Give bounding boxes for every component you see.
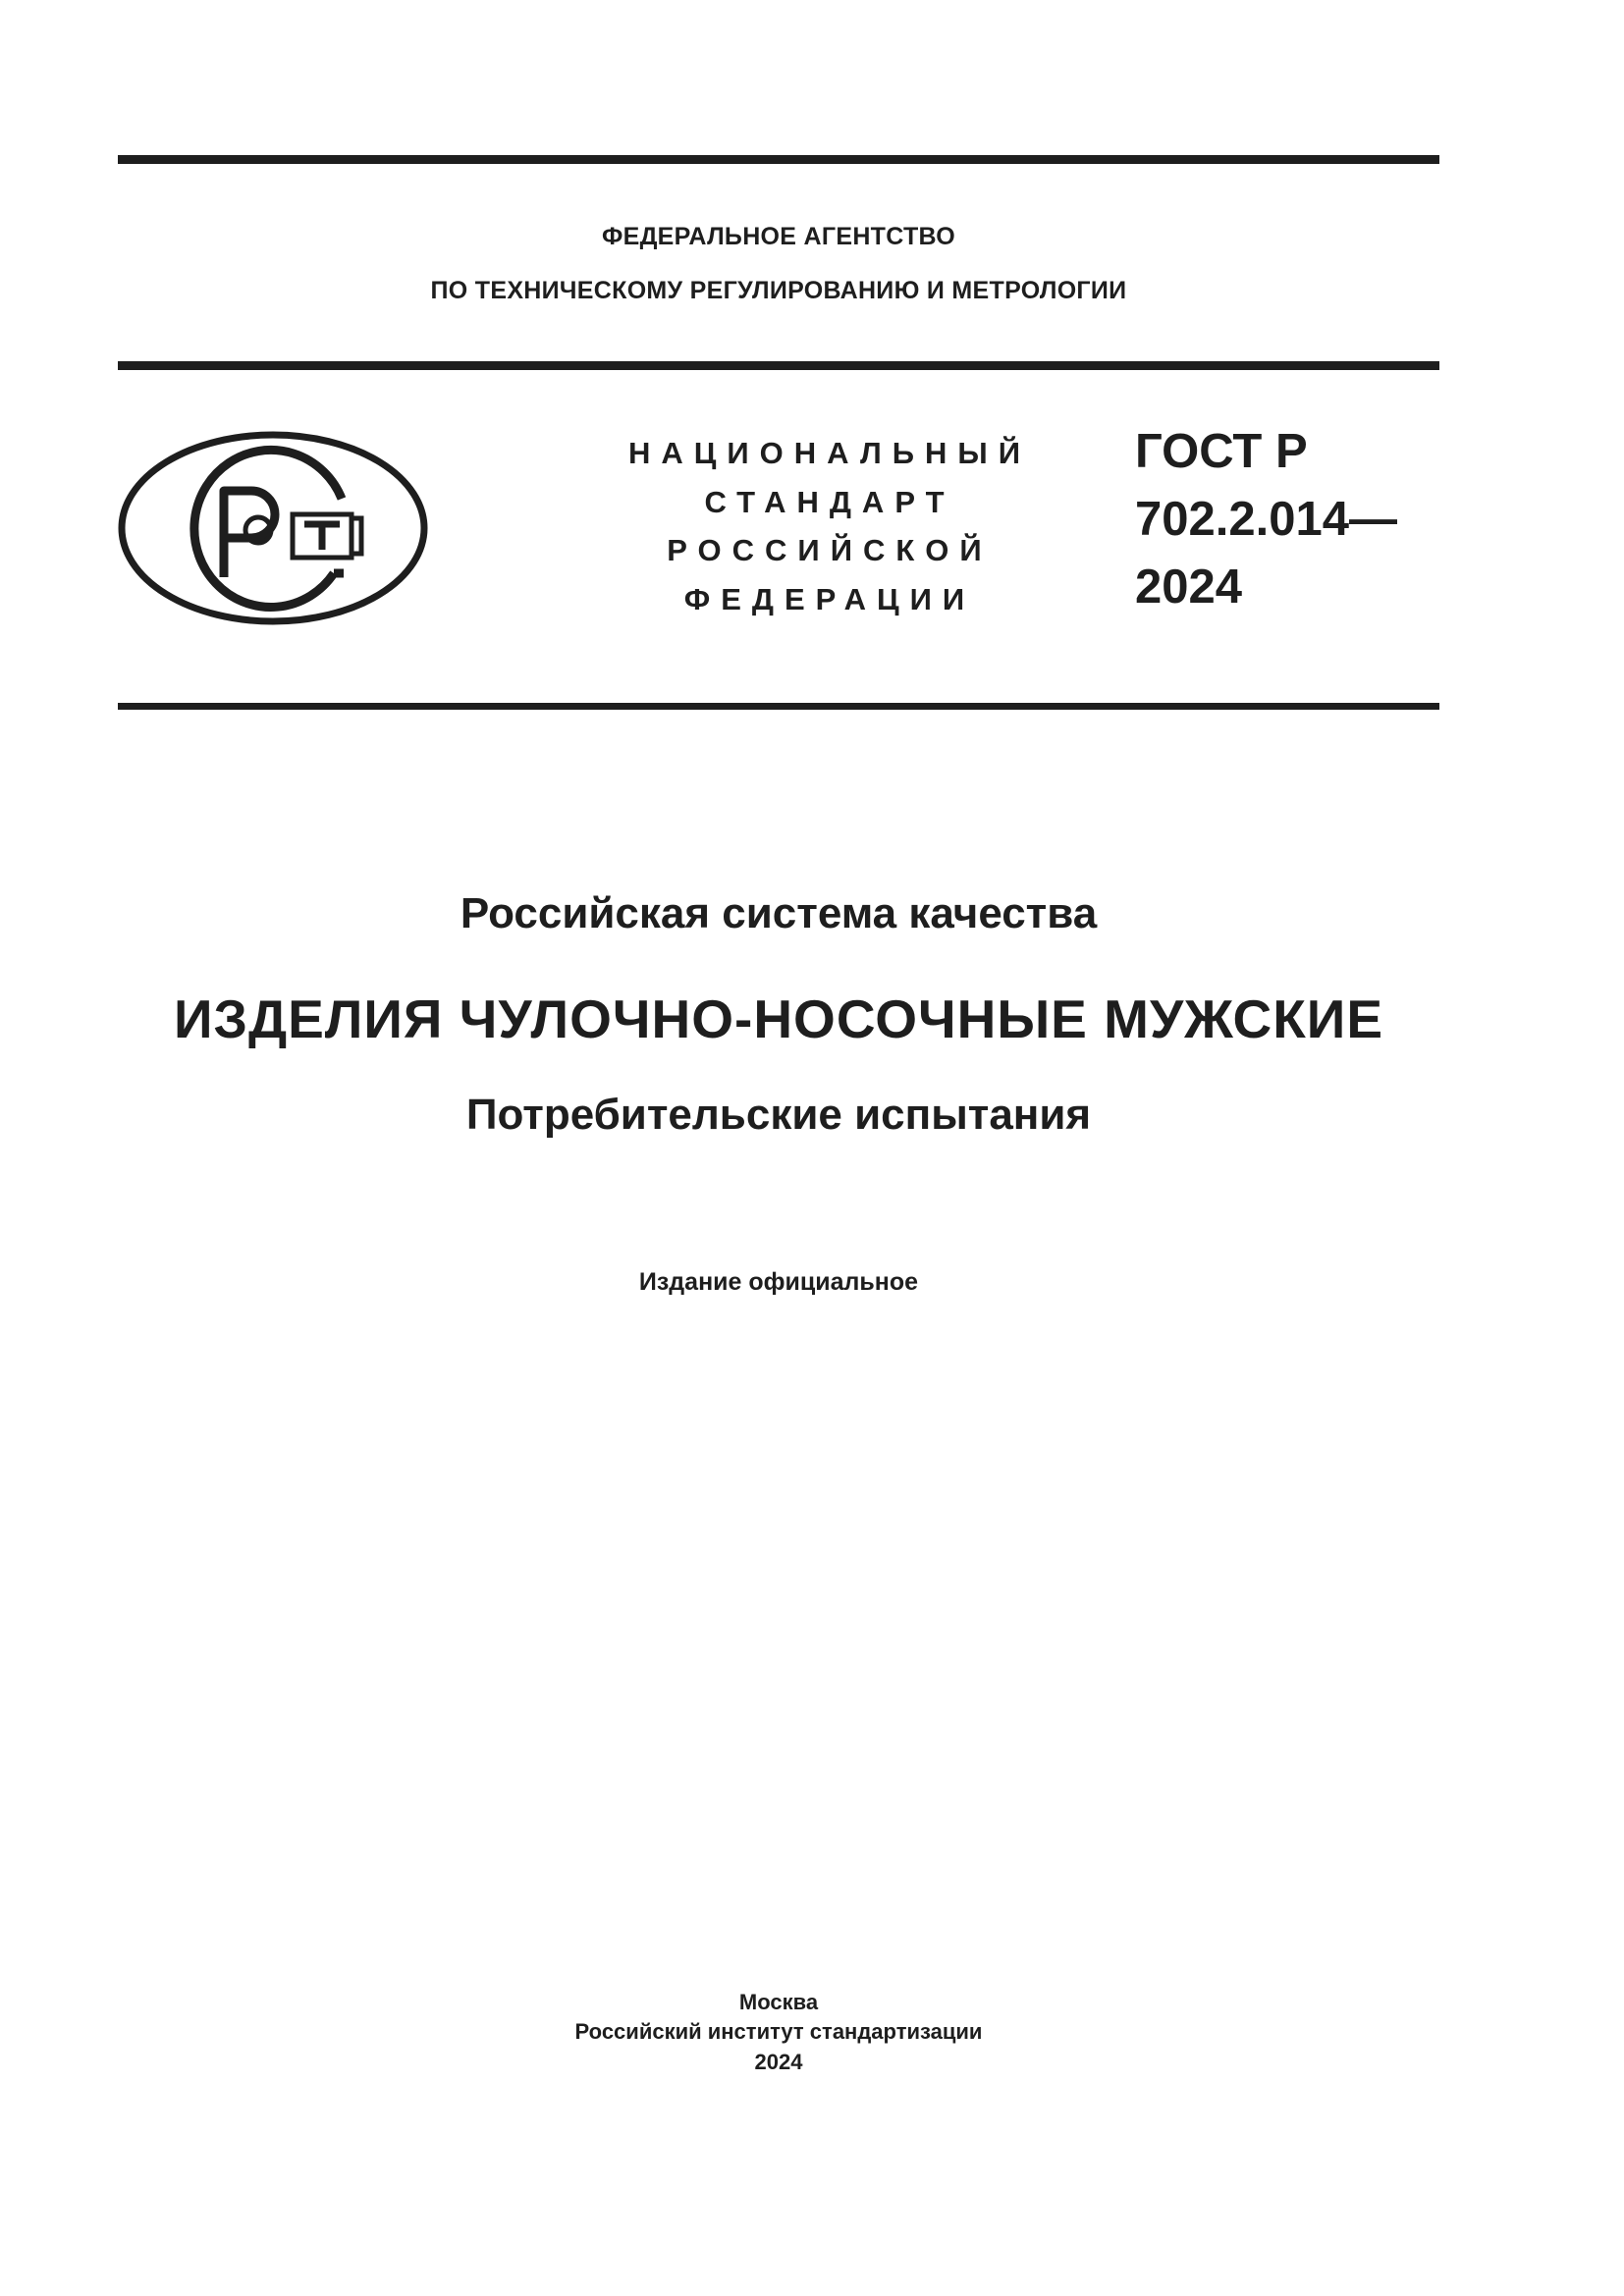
rst-certification-mark-icon [116,430,430,626]
imprint-city: Москва [738,1990,819,2014]
edition-note: Издание официальное [638,1268,919,1296]
top-rule [118,155,1439,164]
designation-line-3: 2024 [1135,561,1243,614]
designation-line-2: 702.2.014— [1135,493,1397,546]
national-line-3: РОССИЙСКОЙ [667,533,993,567]
header-rule [118,361,1439,370]
imprint-publisher: Российский институт стандартизации [574,2019,983,2044]
document-subtitle: Потребительские испытания [465,1091,1092,1139]
national-line-1: НАЦИОНАЛЬНЫЙ [627,436,1032,470]
national-standard-label [599,429,1060,623]
imprint-year: 2024 [754,2050,803,2074]
agency-name-line-1: ФЕДЕРАЛЬНОЕ АГЕНТСТВО [601,223,956,250]
block-rule [118,703,1439,710]
designation-line-1: ГОСТ Р [1135,425,1308,478]
document-title: ИЗДЕЛИЯ ЧУЛОЧНО-НОСОЧНЫЕ МУЖСКИЕ [173,988,1384,1049]
standard-designation [1135,418,1449,621]
national-line-4: ФЕДЕРАЦИИ [683,581,976,616]
agency-name-line-2: ПО ТЕХНИЧЕСКОМУ РЕГУЛИРОВАНИЮ И МЕТРОЛОГИИ [430,277,1127,304]
rst-logo [116,430,430,626]
national-line-2: СТАНДАРТ [704,484,955,519]
series-title: Российская система качества [460,889,1098,937]
